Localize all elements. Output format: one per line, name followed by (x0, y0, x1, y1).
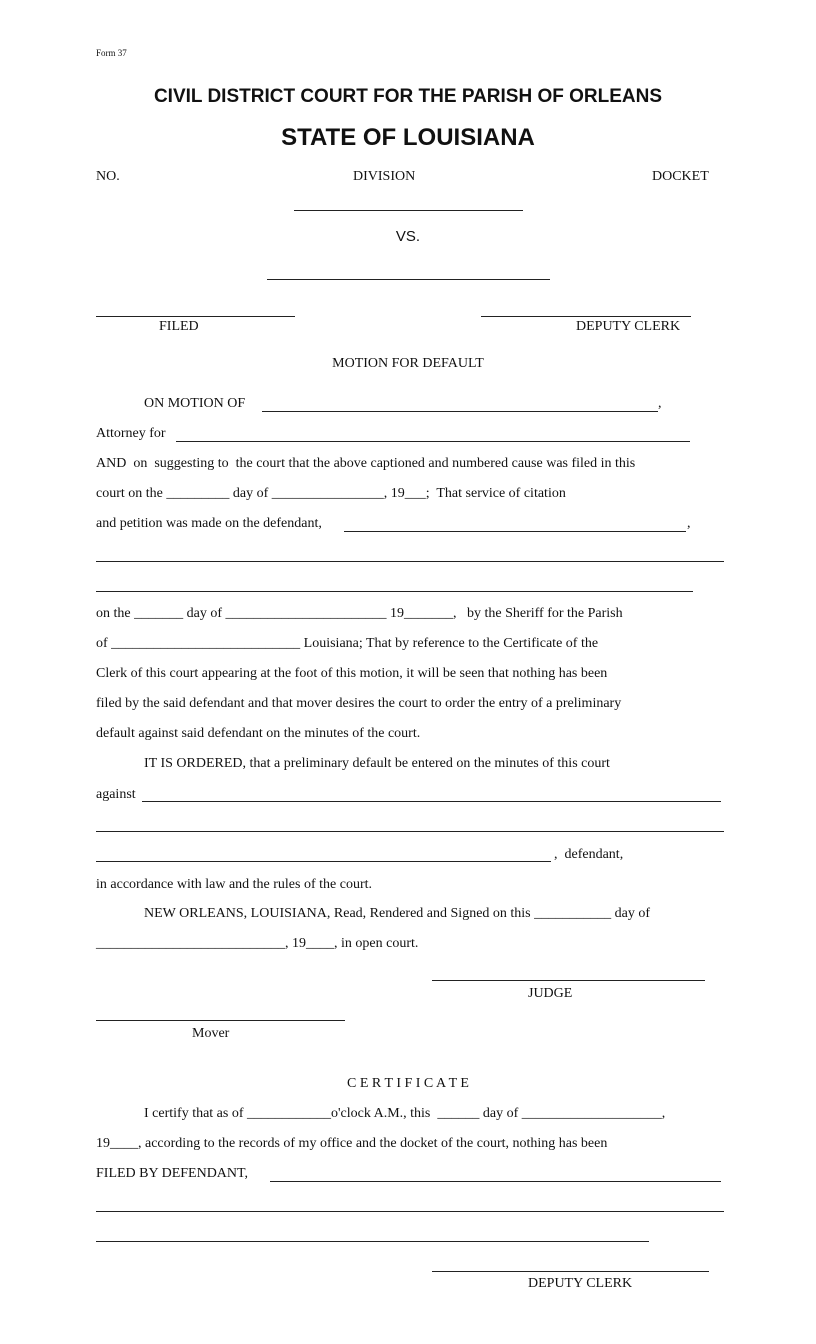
filed-by-defendant-field-3[interactable] (96, 1241, 649, 1242)
mover-signature-line[interactable] (96, 1020, 345, 1021)
judge-label: JUDGE (528, 986, 573, 1001)
attorney-for-field[interactable] (176, 441, 690, 442)
signed-on-text: NEW ORLEANS, LOUISIANA, Read, Rendered and Signed on this ___________ day of (144, 906, 651, 921)
mover-label: Mover (192, 1026, 230, 1041)
deputy-clerk-signature-line[interactable] (481, 316, 691, 317)
service-date-text: on the _______ day of _______________________ 19_______, by the Sheriff for the Parish (96, 606, 623, 621)
filed-label: FILED (159, 319, 199, 334)
attorney-for-label: Attorney for (96, 426, 166, 441)
parish-text: of ___________________________ Louisiana; That by reference to the Certificate of the (96, 636, 599, 651)
defendant-name-field-3[interactable] (96, 591, 693, 592)
defendant-name-field[interactable] (344, 531, 686, 532)
case-number-label: NO. (96, 169, 120, 184)
suggesting-text: AND on suggesting to the court that the above captioned and numbered cause was filed in this (96, 456, 636, 471)
defendant-line[interactable] (267, 279, 550, 280)
filed-by-text: filed by the said defendant and that mover desires the court to order the entry of a preliminary (96, 696, 622, 711)
filed-by-defendant-field[interactable] (270, 1181, 721, 1182)
defendant-label: , defendant, (554, 847, 624, 862)
in-accordance-text: in accordance with law and the rules of the court. (96, 877, 373, 892)
petition-text: and petition was made on the defendant, (96, 516, 322, 531)
certify-text: I certify that as of ____________o'clock A.M., this ______ day of ____________________, (144, 1106, 666, 1121)
deputy-clerk-label: DEPUTY CLERK (576, 319, 681, 334)
filed-by-defendant-label: FILED BY DEFENDANT, (96, 1166, 249, 1181)
division-label: DIVISION (353, 169, 416, 184)
versus-label: VS. (395, 228, 421, 245)
certificate-deputy-clerk-label: DEPUTY CLERK (528, 1276, 633, 1291)
filed-signature-line[interactable] (96, 316, 295, 317)
certificate-heading: C E R T I F I C A T E (347, 1076, 469, 1091)
plaintiff-line[interactable] (294, 210, 523, 211)
open-court-text: ___________________________, 19____, in open court. (96, 936, 419, 951)
defendant-name-comma: , (687, 516, 691, 531)
on-motion-of-label: ON MOTION OF (144, 396, 246, 411)
form-number: Form 37 (96, 48, 127, 58)
court-heading: CIVIL DISTRICT COURT FOR THE PARISH OF ORLEANS (153, 86, 663, 107)
against-label: against (96, 787, 136, 802)
state-heading: STATE OF LOUISIANA (281, 124, 535, 151)
judge-signature-line[interactable] (432, 980, 705, 981)
movant-field[interactable] (262, 411, 658, 412)
clerk-text: Clerk of this court appearing at the foot of this motion, it will be seen that nothing has been (96, 666, 608, 681)
certificate-deputy-clerk-line[interactable] (432, 1271, 709, 1272)
docket-label: DOCKET (652, 169, 709, 184)
ordered-text: IT IS ORDERED, that a preliminary default be entered on the minutes of this court (144, 756, 610, 771)
against-field-2[interactable] (96, 831, 724, 832)
against-field[interactable] (142, 801, 721, 802)
court-on-text: court on the _________ day of ________________, 19___; That service of citation (96, 486, 566, 501)
default-text: default against said defendant on the minutes of the court. (96, 726, 421, 741)
movant-comma: , (658, 396, 662, 411)
defendant-name-field-2[interactable] (96, 561, 724, 562)
against-field-3[interactable] (96, 861, 551, 862)
motion-title: MOTION FOR DEFAULT (332, 356, 484, 371)
filed-by-defendant-field-2[interactable] (96, 1211, 724, 1212)
records-text: 19____, according to the records of my office and the docket of the court, nothing has been (96, 1136, 608, 1151)
